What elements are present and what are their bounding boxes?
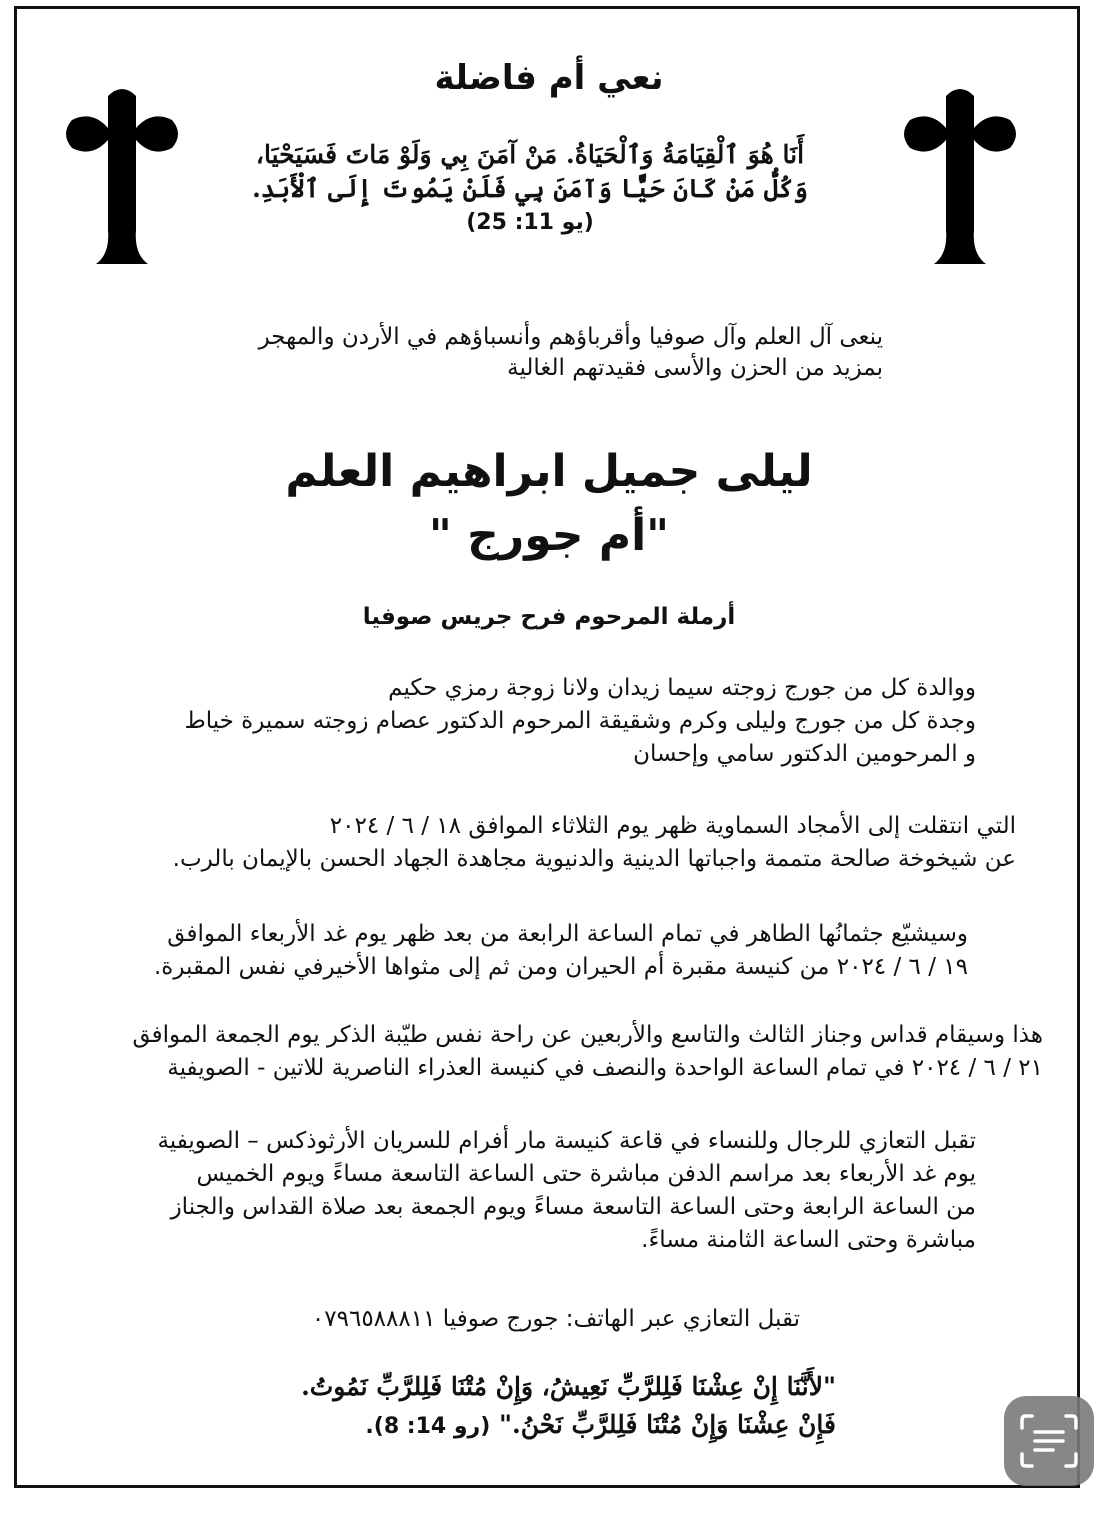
mass-line: هذا وسيقام قداس وجناز الثالث والتاسع والأربعين عن راحة نفس طيّبة الذكر يوم الجمعة الموافق — [132, 1022, 1043, 1048]
deceased-nickname: "أم جورج " — [428, 510, 670, 561]
passing-line: التي انتقلت إلى الأمجاد السماوية ظهر يوم الثلاثاء الموافق ١٨ / ٦ / ٢٠٢٤ — [329, 813, 1016, 839]
condolences-line: من الساعة الرابعة وحتى الساعة التاسعة مساءً ويوم الجمعة بعد صلاة القداس والجناز — [170, 1194, 976, 1220]
intro-line: بمزيد من الحزن والأسى فقيدتهم الغالية — [507, 355, 883, 381]
verse-line: أَنَا هُوَ ٱلْقِيَامَةُ وَٱلْحَيَاةُ. مَنْ آمَنَ بِي وَلَوْ مَاتَ فَسَيَحْيَا، — [255, 140, 805, 169]
verse-line: وَكُلُّ مَنْ كَانَ حَيًّا وَآمَنَ بِي فَلَنْ يَمُوتَ إِلَى ٱلْأَبَدِ. — [252, 174, 808, 203]
closing-reference: (رو 14: 8). — [365, 1414, 491, 1439]
condolences-line: مباشرة وحتى الساعة الثامنة مساءً. — [641, 1227, 976, 1253]
notice-title: نعي أم فاضلة — [434, 58, 664, 98]
announcement-intro — [259, 322, 883, 384]
deceased-name-block — [0, 440, 1098, 568]
family-paragraph — [184, 672, 976, 771]
condolences-line: تقبل التعازي للرجال وللنساء في قاعة كنيسة مار أفرام للسريان الأرثوذكس – الصويفية — [157, 1128, 976, 1154]
family-line: وجدة كل من جورج وليلى وكرم وشقيقة المرحوم الدكتور عصام زوجته سميرة خياط — [184, 708, 976, 734]
passing-line: عن شيخوخة صالحة متممة واجباتها الدينية والدنيوية مجاهدة الجهاد الحسن بالإيمان بالرب. — [172, 846, 1016, 872]
passing-paragraph — [173, 810, 1016, 876]
closing-line — [301, 1406, 836, 1446]
mass-paragraph — [132, 1019, 1043, 1085]
cross-icon — [60, 84, 184, 264]
condolences-line: يوم غد الأربعاء بعد مراسم الدفن مباشرة حتى الساعة التاسعة مساءً ويوم الخميس — [196, 1161, 976, 1187]
phone-condolences-line: تقبل التعازي عبر الهاتف: جورج صوفيا ٠٧٩٦٥٨٨٨١١ — [311, 1306, 800, 1332]
bible-verse — [230, 138, 830, 240]
mass-line: ٢١ / ٦ / ٢٠٢٤ في تمام الساعة الواحدة والنصف في كنيسة العذراء الناصرية للاتين - الصويفية — [167, 1055, 1043, 1081]
burial-line: ١٩ / ٦ / ٢٠٢٤ من كنيسة مقبرة أم الحيران ومن ثم إلى مثواها الأخيرفي نفس المقبرة. — [154, 954, 968, 980]
scan-text-icon — [1004, 1396, 1094, 1486]
scan-text-button[interactable] — [1004, 1396, 1094, 1486]
closing-line: "لأَنَّنَا إِنْ عِشْنَا فَلِلرَّبِّ نَعِيشُ، وَإِنْ مُتْنَا فَلِلرَّبِّ نَمُوتُ. — [301, 1372, 836, 1401]
burial-paragraph — [154, 918, 968, 984]
verse-reference: (يو 11: 25) — [466, 210, 594, 235]
closing-verse — [301, 1368, 836, 1446]
deceased-name: ليلى جميل ابراهيم العلم — [285, 446, 813, 497]
condolences-paragraph — [157, 1125, 976, 1257]
intro-line: ينعى آل العلم وآل صوفيا وأقرباؤهم وأنسباؤهم في الأردن والمهجر — [258, 324, 883, 350]
burial-line: وسيشيّع جثمانُها الطاهر في تمام الساعة الرابعة من بعد ظهر يوم غد الأربعاء الموافق — [167, 921, 968, 947]
cross-icon — [898, 84, 1022, 264]
closing-line-text: فَإِنْ عِشْنَا وَإِنْ مُتْنَا فَلِلرَّبِّ نَحْنُ." — [499, 1410, 836, 1439]
family-line: ووالدة كل من جورج زوجته سيما زيدان ولانا زوجة رمزي حكيم — [388, 675, 976, 701]
family-line: و المرحومين الدكتور سامي وإحسان — [633, 741, 976, 767]
widow-of-line: أرملة المرحوم فرح جريس صوفيا — [362, 604, 736, 630]
